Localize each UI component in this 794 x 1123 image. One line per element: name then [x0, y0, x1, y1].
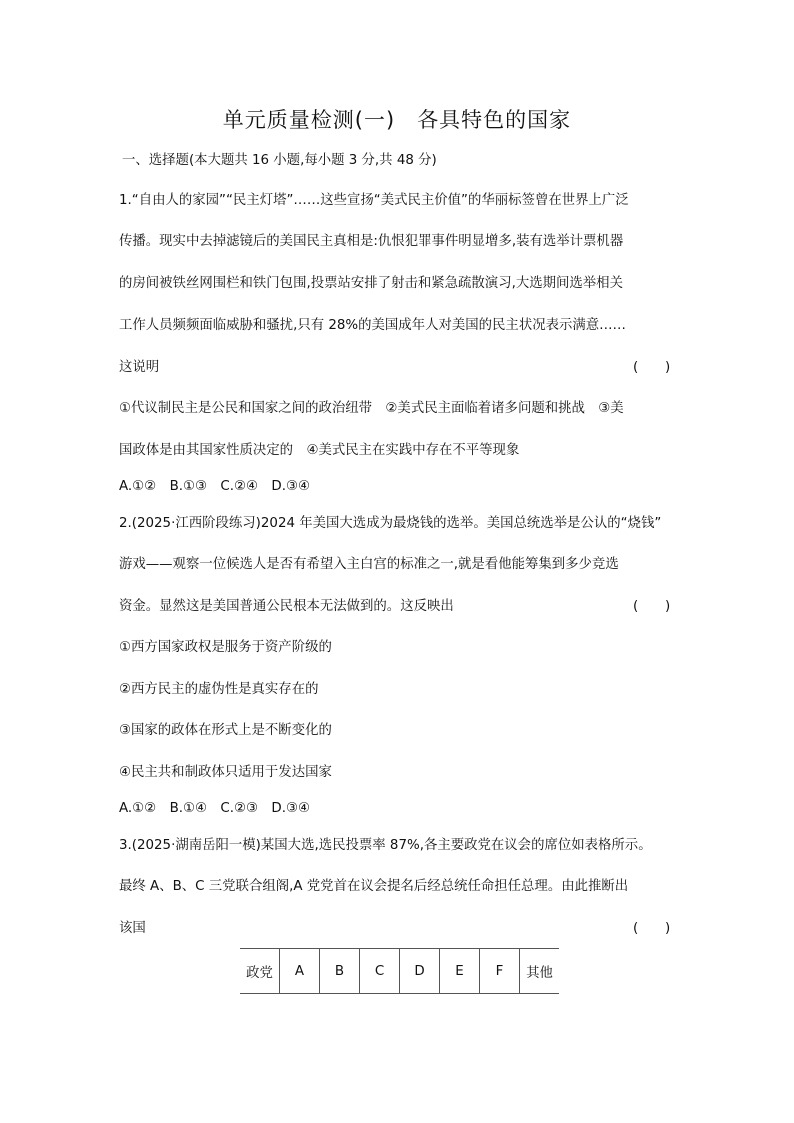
- q1-line-4: 工作人员频频面临威胁和骚扰,只有 28%的美国成年人对美国的民主状况表示满意……: [119, 318, 626, 333]
- q2-option-2: ②西方民主的虚伪性是真实存在的: [119, 682, 319, 697]
- title-sub: 各具特色的国家: [417, 108, 572, 132]
- table-cell: B: [320, 949, 360, 994]
- q1-line-3: 的房间被铁丝网围栏和铁门包围,投票站安排了射击和紧急疏散演习,大选期间选举相关: [119, 276, 623, 291]
- q1-line-2: 传播。现实中去掉滤镜后的美国民主真相是:仇恨犯罪事件明显增多,装有选举计票机器: [119, 234, 624, 249]
- q2-option-1: ①西方国家政权是服务于资产阶级的: [119, 640, 332, 655]
- q2-line-1: 2.(2025·江西阶段练习)2024 年美国大选成为最烧钱的选举。美国总统选举是公认的“烧钱”: [119, 516, 662, 531]
- q3-line-2: 最终 A、B、C 三党联合组阁,A 党党首在议会提名后经总统任命担任总理。由此推断出: [119, 879, 629, 894]
- q1-line-1: 1.“自由人的家园”“民主灯塔”……这些宣扬“美式民主价值”的华丽标签曾在世界上广泛: [119, 193, 629, 208]
- q1-options-line-1: ①代议制民主是公民和国家之间的政治纽带 ②美式民主面临着诸多问题和挑战 ③美: [119, 401, 624, 416]
- table-cell: F: [480, 949, 520, 994]
- page-title: [0, 104, 794, 134]
- q3-answer-paren: ( ): [633, 921, 671, 936]
- table-header-party: 政党: [246, 965, 273, 981]
- q1-options-line-2: 国政体是由其国家性质决定的 ④美式民主在实践中存在不平等现象: [119, 443, 520, 458]
- section-heading: 一、选择题(本大题共 16 小题,每小题 3 分,共 48 分): [122, 153, 437, 168]
- q3-line-3: 该国: [119, 921, 146, 936]
- table-row: [240, 949, 559, 994]
- table-cell: 其他: [520, 949, 560, 994]
- title-main: 单元质量检测(一): [222, 108, 396, 132]
- q2-choices: A.①② B.①④ C.②③ D.③④: [119, 801, 311, 816]
- q2-option-3: ③国家的政体在形式上是不断变化的: [119, 723, 332, 738]
- table-cell: A: [280, 949, 320, 994]
- party-seats-table: [240, 948, 559, 994]
- q2-option-4: ④民主共和制政体只适用于发达国家: [119, 765, 332, 780]
- table-cell: C: [360, 949, 400, 994]
- q2-line-3: 资金。显然这是美国普通公民根本无法做到的。这反映出: [119, 599, 454, 614]
- table-cell: E: [440, 949, 480, 994]
- q3-line-1: 3.(2025·湖南岳阳一模)某国大选,选民投票率 87%,各主要政党在议会的席位如表格所示。: [119, 838, 652, 853]
- q2-answer-paren: ( ): [633, 599, 671, 614]
- table-cell: D: [400, 949, 440, 994]
- q1-answer-paren: ( ): [633, 360, 671, 375]
- q1-line-5: 这说明: [119, 360, 160, 375]
- q2-line-2: 游戏——观察一位候选人是否有希望入主白宫的标准之一,就是看他能筹集到多少竞选: [119, 557, 619, 572]
- q1-choices: A.①② B.①③ C.②④ D.③④: [119, 479, 311, 494]
